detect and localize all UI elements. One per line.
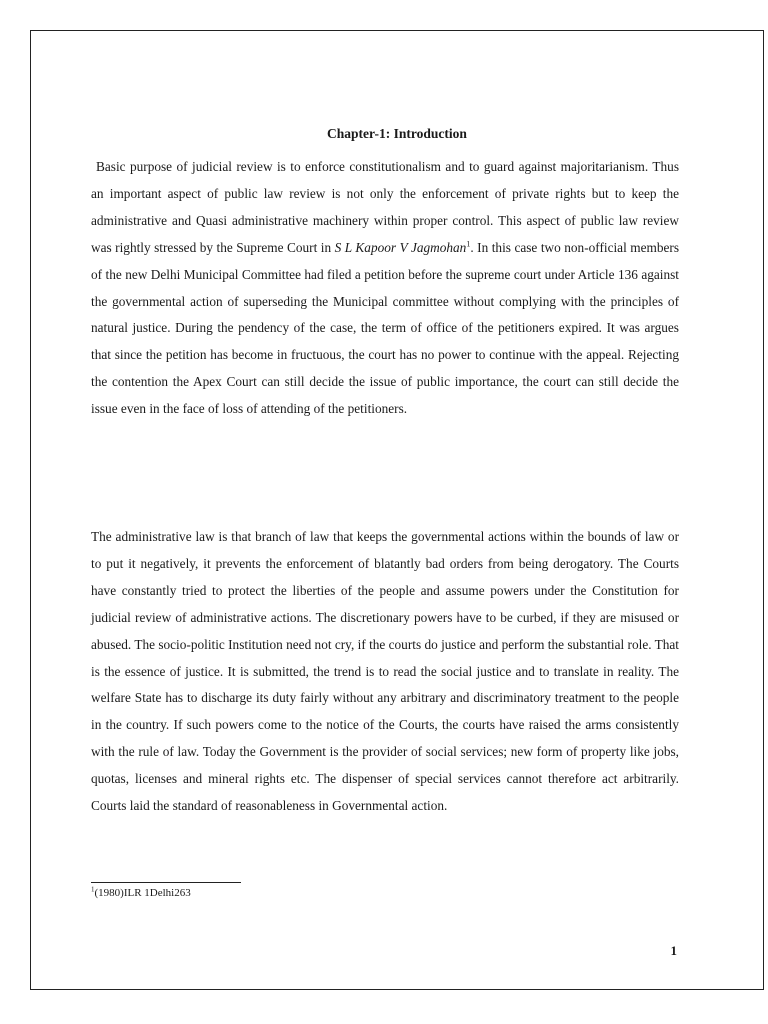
- footnote-text: (1980)ILR 1Delhi263: [94, 887, 191, 899]
- page-number: 1: [670, 943, 677, 958]
- paragraph-2: The administrative law is that branch of law that keeps the governmental actions within the bounds of law or to put it negatively, it prevents the enforcement of blatantly bad orders from being derogatory. The Courts have constantly tried to protect the liberties of the people and assume powers under the Constitution for judicial review of administrative actions. The discretionary powers have to be curbed, if they are misused or abused. The socio-politic Institution need not cry, if the courts do justice and perform the substantial role. That is the essence of justice. It is submitted, the trend is to read the social justice and to translate in reality. The welfare State has to discharge its duty fairly without any arbitrary and discriminatory treatment to the people in the country. If such powers come to the notice of the Courts, the courts have raised the arms consistently with the rule of law. Today the Government is the provider of social services; new form of property like jobs, quotas, licenses and mineral rights etc. The dispenser of special services cannot therefore act arbitrarily. Courts laid the standard of reasonableness in Governmental action.: [91, 529, 679, 814]
- paragraph-1-text-before-case: Basic purpose of judicial review is to enforce constitutionalism and to guard against majoritarianism. Thus an important aspect of public law review is not only the enforcement of private rights but to keep the administrative and Quasi administrative machinery within proper control. This aspect of public law review was rightly stressed by the Supreme Court in: [91, 159, 679, 255]
- footnote: [91, 887, 191, 899]
- document-page: [30, 30, 764, 990]
- footnote-mark: 1: [91, 885, 95, 894]
- footnote-divider: [91, 882, 241, 883]
- paragraph-1-text-after-case: . In this case two non-official members of the new Delhi Municipal Committee had filed a petition before the supreme court under Article 136 against the governmental action of superseding the Municipal committee without complying with the principles of natural justice. During the pendency of the case, the term of office of the petitioners expired. It was argues that since the petition has become in fructuous, the court has no power to continue with the appeal. Rejecting the contention the Apex Court can still decide the issue of public importance, the court can still decide the issue even in the face of loss of attending of the petitioners.: [91, 239, 680, 417]
- footnote-reference[interactable]: 1: [466, 239, 471, 249]
- case-citation: S L Kapoor V Jagmohan: [334, 239, 467, 255]
- paragraph-1: [91, 154, 679, 423]
- chapter-title: Chapter-1: Introduction: [327, 126, 467, 141]
